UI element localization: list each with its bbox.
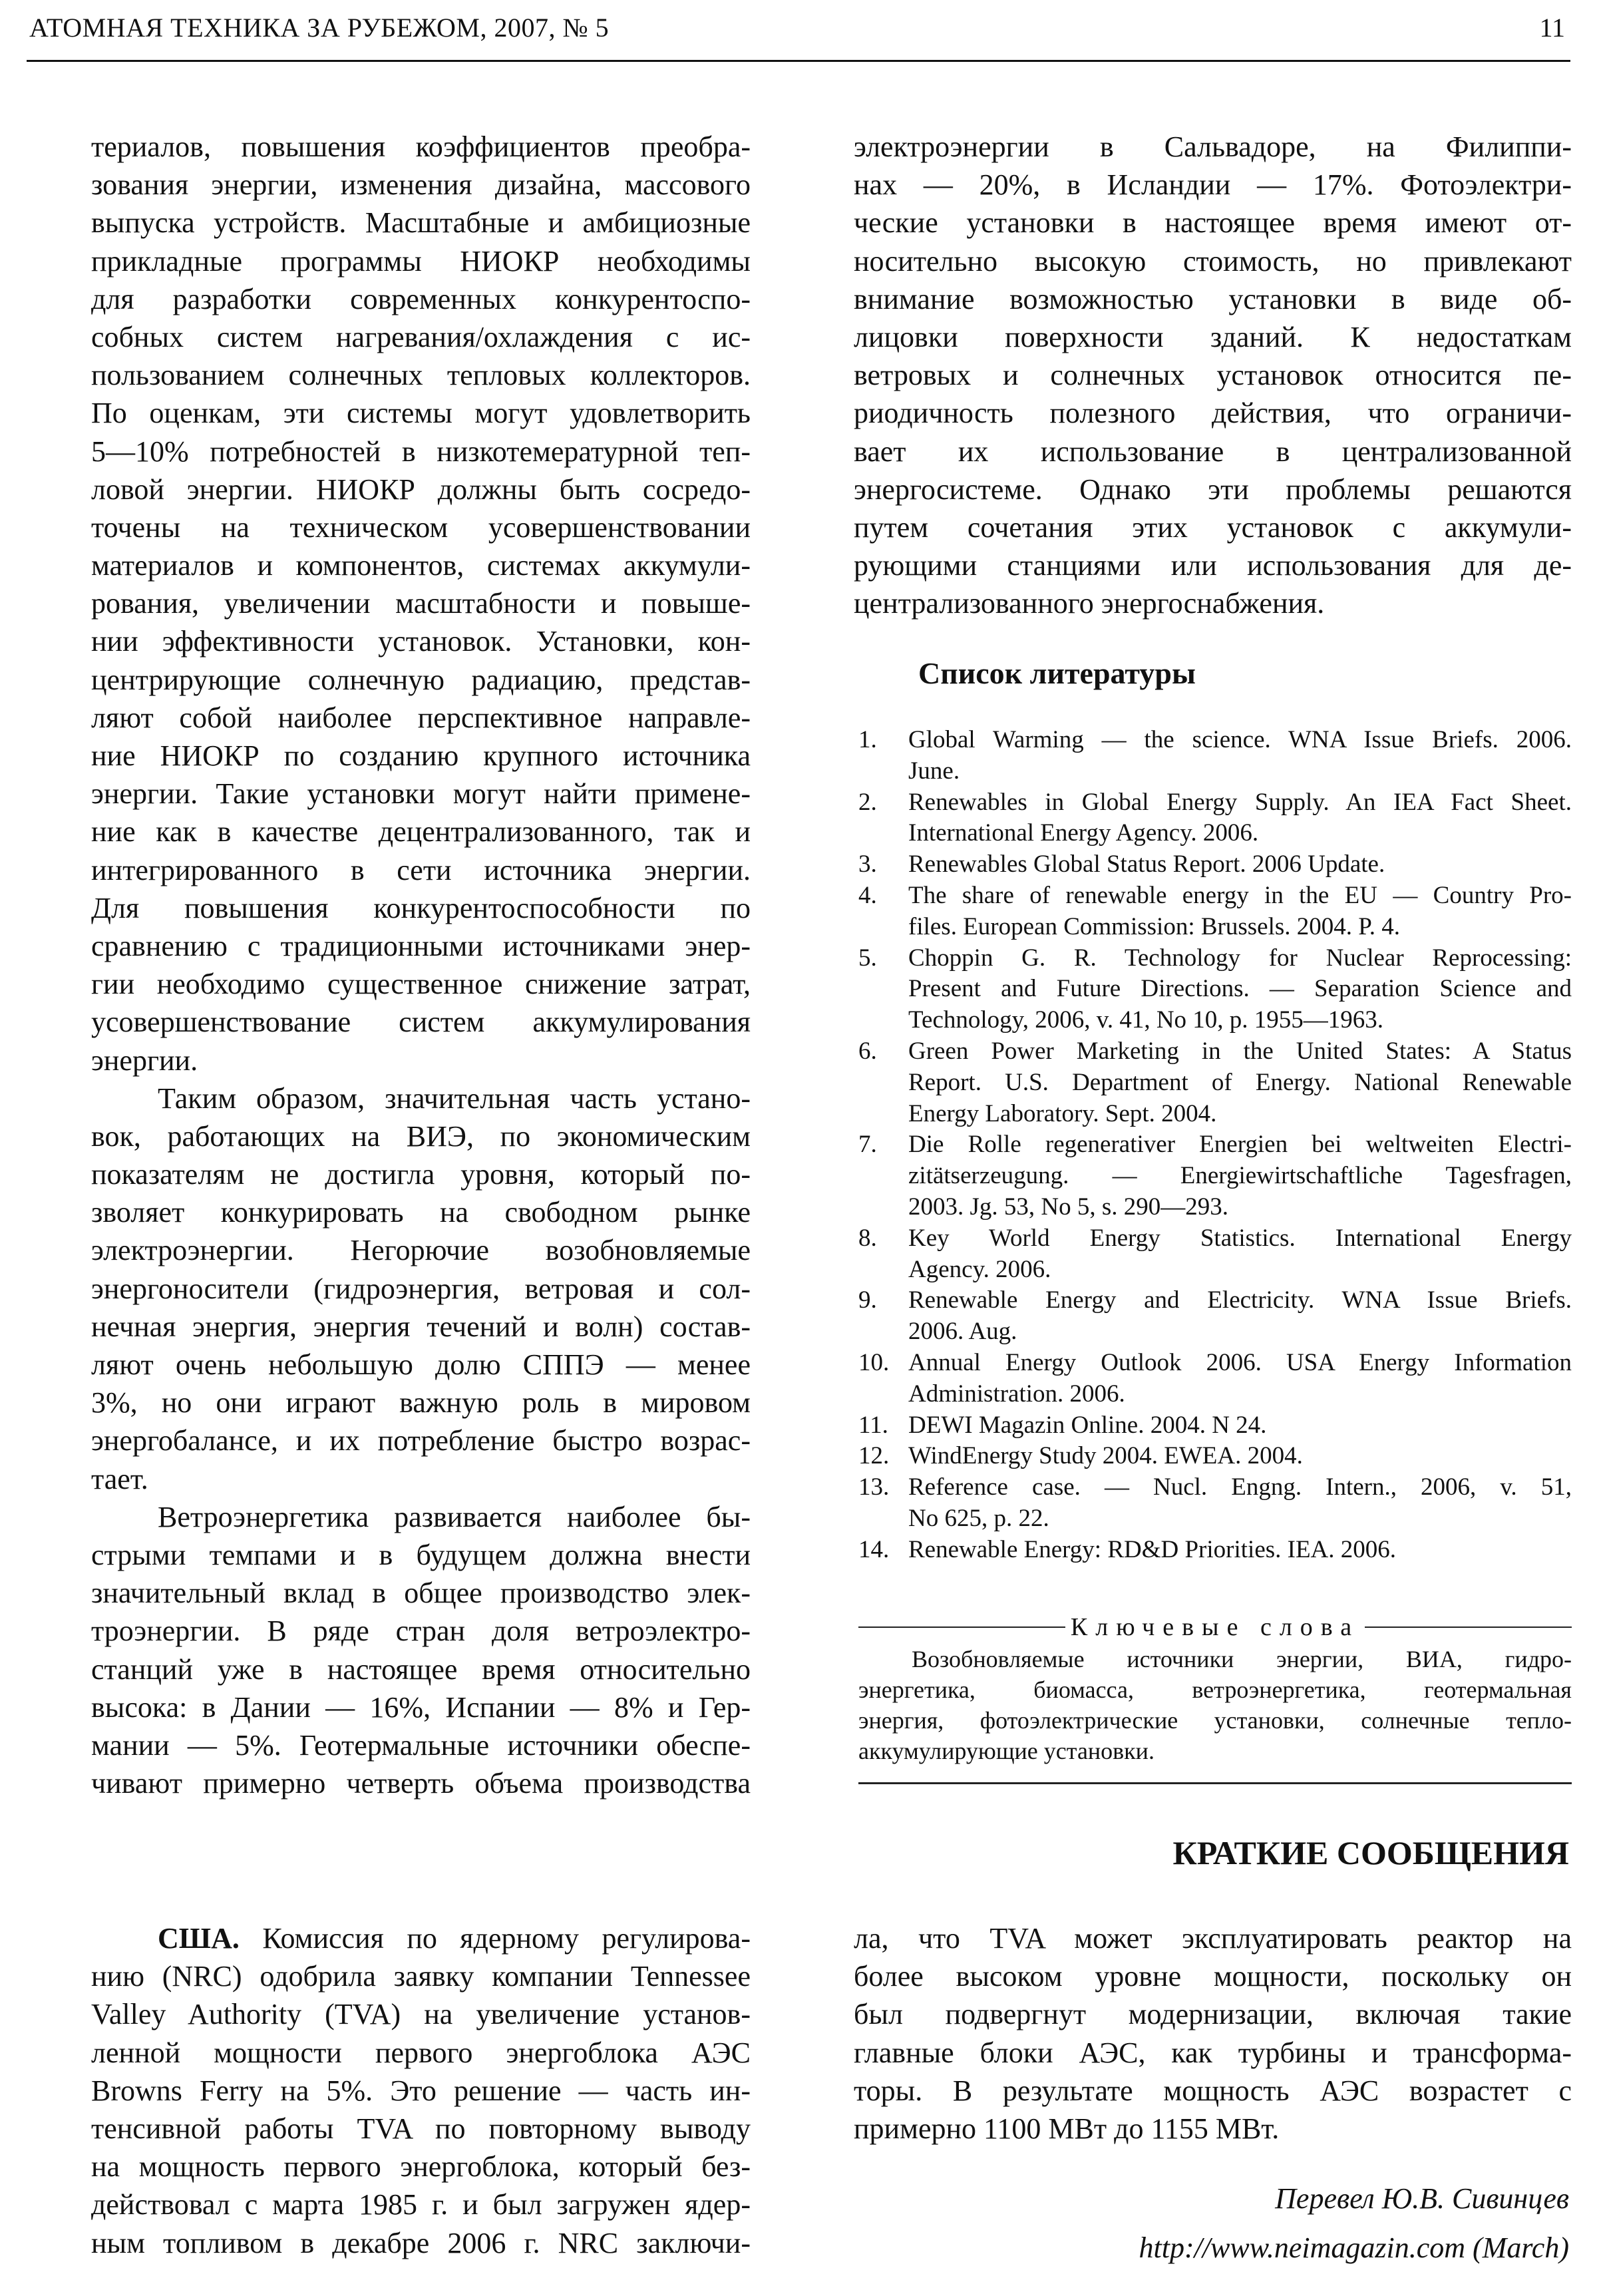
text-line: The share of renewable energy in the EU — Country Pro- xyxy=(908,881,1572,909)
text-line: Choppin G. R. Technology for Nuclear Reprocessing: xyxy=(908,944,1572,972)
text-line: нии эффективности установок. Установки, кон- xyxy=(91,625,751,658)
text-line: энергосистеме. Однако эти проблемы решаются xyxy=(854,473,1572,506)
text-line: высока: в Дании — 16%, Испании — 8% и Гер- xyxy=(91,1690,751,1724)
text-line: Agency. 2006. xyxy=(908,1255,1051,1283)
text-line: 2003. Jg. 53, No 5, s. 290—293. xyxy=(908,1193,1229,1221)
reference-text xyxy=(908,1348,1572,1410)
text-line: Ветроэнергетика развивается наиболее бы- xyxy=(158,1500,751,1533)
page-number: 11 xyxy=(1539,13,1565,43)
text-line: мании — 5%. Геотермальные источники обеспе- xyxy=(91,1728,751,1762)
reference-item xyxy=(858,1472,1572,1535)
text-line: ние НИОКР по созданию крупного источника xyxy=(91,739,751,772)
reference-item xyxy=(858,1285,1572,1348)
reference-number: 3. xyxy=(858,851,877,878)
reference-text xyxy=(908,1472,1572,1535)
reference-number: 2. xyxy=(858,788,877,816)
text-line: аккумулирующие установки. xyxy=(858,1738,1154,1764)
reference-text xyxy=(908,1036,1572,1129)
reference-number: 5. xyxy=(858,944,877,972)
text-line: No 625, p. 22. xyxy=(908,1504,1049,1532)
text-line: носительно высокую стоимость, но привлекают xyxy=(854,244,1572,278)
reference-text xyxy=(908,880,1572,943)
text-line: Present and Future Directions. — Separation Science and xyxy=(908,975,1572,1003)
brief-right-column xyxy=(854,1919,1572,2148)
text-line: Renewables in Global Energy Supply. An IEA Fact Sheet. xyxy=(908,788,1572,816)
text-line: тенсивной работы TVA по повторному выводу xyxy=(91,2112,751,2145)
text-line: Technology, 2006, v. 41, No 10, p. 1955—1963. xyxy=(908,1006,1384,1034)
text-line: Renewables Global Status Report. 2006 Update. xyxy=(908,851,1385,878)
text-line: Report. U.S. Department of Energy. National Renewable xyxy=(908,1068,1572,1096)
text-line: ленной мощности первого энергоблока АЭС xyxy=(91,2036,751,2069)
text-line: Valley Authority (TVA) на увеличение установ- xyxy=(91,1998,751,2031)
text-line: Таким образом, значительная часть устано- xyxy=(158,1081,751,1115)
text-line: 2006. Aug. xyxy=(908,1318,1017,1346)
text-line: для разработки современных конкурентоспо- xyxy=(91,282,751,315)
text-line: централизованного энергоснабжения. xyxy=(854,587,1325,620)
text-line: сравнению с традиционными источниками энер- xyxy=(91,929,751,962)
text-line: пользованием солнечных тепловых коллекторов. xyxy=(91,359,751,392)
reference-item xyxy=(858,787,1572,850)
reference-item xyxy=(858,880,1572,943)
text-line: энергоносители (гидроэнергия, ветровая и сол- xyxy=(91,1272,751,1305)
reference-number: 4. xyxy=(858,881,877,909)
text-line: стрыми темпами и в будущем должна внести xyxy=(91,1538,751,1571)
right-column xyxy=(854,128,1572,622)
text-line: Browns Ferry на 5%. Это решение — часть ин- xyxy=(91,2074,751,2107)
text-line: собных систем нагревания/охлаждения с ис- xyxy=(91,320,751,353)
text-line: ляют собой наиболее перспективное направле- xyxy=(91,701,751,734)
reference-text xyxy=(908,1285,1572,1348)
text-line: June. xyxy=(908,757,960,785)
text-line: действовал с марта 1985 г. и был загружен ядер- xyxy=(91,2188,751,2221)
brief-left-column xyxy=(91,1919,751,2262)
text-line: Energy Laboratory. Sept. 2004. xyxy=(908,1099,1217,1127)
reference-item xyxy=(858,1535,1572,1566)
reference-item xyxy=(858,1410,1572,1441)
reference-item xyxy=(858,1223,1572,1286)
reference-number: 11. xyxy=(858,1411,888,1439)
text-line: ным топливом в декабре 2006 г. NRC заключи- xyxy=(91,2226,751,2259)
header-rule xyxy=(27,60,1570,62)
reference-item xyxy=(858,1036,1572,1129)
divider xyxy=(1365,1626,1572,1628)
text-line: риодичность полезного действия, что ограничи- xyxy=(854,397,1572,430)
news-country-lead: США. xyxy=(158,1922,240,1955)
reference-text xyxy=(908,1129,1572,1223)
text-line: По оценкам, эти системы могут удовлетворить xyxy=(91,397,751,430)
text-line: показателям не достигла уровня, который по- xyxy=(91,1158,751,1191)
keywords-heading-text: Ключевые слова xyxy=(1070,1613,1360,1641)
text-line: станций уже в настоящее время относительно xyxy=(91,1652,751,1686)
text-line: электроэнергии. Негорючие возобновляемые xyxy=(91,1234,751,1267)
text-line: Key World Energy Statistics. International Energy xyxy=(908,1224,1572,1252)
text-line: значительный вклад в общее производство элек- xyxy=(91,1577,751,1610)
reference-number: 10. xyxy=(858,1348,890,1376)
text-line: Для повышения конкурентоспособности по xyxy=(91,891,751,924)
text-line: ческие установки в настоящее время имеют от- xyxy=(854,206,1572,240)
text-line: Annual Energy Outlook 2006. USA Energy Information xyxy=(908,1348,1572,1376)
text-line: был подвергнут модернизации, включая такие xyxy=(854,1998,1572,2031)
text-line: вает их использование в централизованной xyxy=(854,435,1572,468)
text-line: внимание возможностью установки в виде об- xyxy=(854,282,1572,315)
text-line: главные блоки АЭС, как турбины и трансформа- xyxy=(854,2036,1572,2069)
text-line: на мощность первого энергоблока, который без- xyxy=(91,2150,751,2184)
text-line: ние как в качестве децентрализованного, так и xyxy=(91,815,751,849)
text-line: Administration. 2006. xyxy=(908,1380,1125,1408)
text-line: тает. xyxy=(91,1462,148,1495)
reference-number: 12. xyxy=(858,1442,890,1470)
text-line: точены на техническом усовершенствовании xyxy=(91,510,751,544)
reference-item xyxy=(858,943,1572,1036)
text-line: DEWI Magazin Online. 2004. N 24. xyxy=(908,1411,1267,1439)
text-line: материалов и компонентов, системах аккумули- xyxy=(91,549,751,582)
source-link[interactable]: http://www.neimagazin.com (March) xyxy=(1139,2231,1569,2264)
reference-number: 7. xyxy=(858,1131,877,1159)
reference-number: 13. xyxy=(858,1473,890,1501)
translator-credit: Перевел Ю.В. Сивинцев xyxy=(1275,2182,1569,2215)
text-line: вок, работающих на ВИЭ, по экономическим xyxy=(91,1119,751,1153)
journal-header: АТОМНАЯ ТЕХНИКА ЗА РУБЕЖОМ, 2007, № 5 xyxy=(29,13,610,43)
text-line: Renewable Energy and Electricity. WNA Issue Briefs. xyxy=(908,1286,1572,1314)
text-line: Reference case. — Nucl. Engng. Intern., 2006, v. 51, xyxy=(908,1473,1572,1501)
text-line: Global Warming — the science. WNA Issue Briefs. 2006. xyxy=(908,726,1572,753)
reference-number: 14. xyxy=(858,1535,890,1563)
text-line: лицовки поверхности зданий. К недостаткам xyxy=(854,320,1572,353)
text-line: США. Комиссия по ядерному регулирова- xyxy=(158,1922,751,1955)
text-line: центрирующие солнечную радиацию, представ- xyxy=(91,663,751,696)
text-line: Renewable Energy: RD&D Priorities. IEA. 2006. xyxy=(908,1535,1397,1563)
divider xyxy=(858,1782,1572,1784)
reference-text xyxy=(908,1441,1572,1472)
text-line: энергетика, биомасса, ветроэнергетика, геотермальная xyxy=(858,1676,1572,1703)
text-line: zitätserzeugung. — Energiewirtschaftliche Tagesfragen, xyxy=(908,1162,1572,1190)
text-line: энергии. Такие установки могут найти примене- xyxy=(91,777,751,811)
text-line: примерно 1100 МВт до 1155 МВт. xyxy=(854,2112,1280,2145)
text-line: зования энергии, изменения дизайна, массового xyxy=(91,168,751,202)
text-line: териалов, повышения коэффициентов преобра- xyxy=(91,130,751,163)
text-line: энергии. xyxy=(91,1044,198,1077)
text-line: ветровых и солнечных установок относится пе- xyxy=(854,359,1572,392)
text-line: усовершенствование систем аккумулирования xyxy=(91,1006,751,1039)
text-line: гии необходимо существенное снижение затрат, xyxy=(91,968,751,1001)
reference-number: 8. xyxy=(858,1224,877,1252)
text-line: энергобалансе, и их потребление быстро возрас- xyxy=(91,1424,751,1457)
keywords-heading xyxy=(858,1611,1572,1644)
text-line: Green Power Marketing in the United States: A Status xyxy=(908,1037,1572,1065)
reference-text xyxy=(908,1410,1572,1441)
reference-text xyxy=(908,943,1572,1036)
text-line: нию (NRC) одобрила заявку компании Tennessee xyxy=(91,1960,751,1993)
keywords-box xyxy=(858,1611,1572,1784)
text-line: троэнергии. В ряде стран доля ветроэлектро- xyxy=(91,1615,751,1648)
text-line: рования, увеличении масштабности и повыше- xyxy=(91,587,751,620)
reference-item xyxy=(858,849,1572,880)
text-line: энергия, фотоэлектрические установки, солнечные тепло- xyxy=(858,1707,1572,1734)
reference-number: 9. xyxy=(858,1286,877,1314)
reference-number: 6. xyxy=(858,1037,877,1065)
text-line: путем сочетания этих установок с аккумули- xyxy=(854,510,1572,544)
reference-item xyxy=(858,1129,1572,1223)
text-line: чивают примерно четверть объема производства xyxy=(91,1767,751,1800)
text-line: нах — 20%, в Исландии — 17%. Фотоэлектри- xyxy=(854,168,1572,202)
text-line: 5—10% потребностей в низкотемературной теп- xyxy=(91,435,751,468)
divider xyxy=(858,1626,1065,1628)
text-line: International Energy Agency. 2006. xyxy=(908,819,1259,847)
text-line: прикладные программы НИОКР необходимы xyxy=(91,244,751,278)
text-line: выпуска устройств. Масштабные и амбициозные xyxy=(91,206,751,240)
reference-item xyxy=(858,1348,1572,1410)
reference-text xyxy=(908,1223,1572,1286)
text-line: 3%, но они играют важную роль в мировом xyxy=(91,1386,751,1420)
reference-item xyxy=(858,725,1572,787)
reference-text xyxy=(908,787,1572,850)
keywords-text xyxy=(858,1644,1572,1766)
text-line: более высоком уровне мощности, поскольку он xyxy=(854,1960,1572,1993)
text-line: Die Rolle regenerativer Energien bei weltweiten Electri- xyxy=(908,1131,1572,1159)
text-line: ляют очень небольшую долю СППЭ — менее xyxy=(91,1348,751,1381)
reference-number: 1. xyxy=(858,726,877,753)
text-line: files. European Commission: Brussels. 2004. P. 4. xyxy=(908,912,1400,940)
text-line: зволяет конкурировать на свободном рынке xyxy=(91,1196,751,1229)
text-line: интегрированного в сети источника энергии. xyxy=(91,853,751,886)
text-line: нечная энергия, энергия течений и волн) состав- xyxy=(91,1310,751,1343)
brief-news-heading: КРАТКИЕ СООБЩЕНИЯ xyxy=(1172,1834,1569,1871)
references-title: Список литературы xyxy=(918,656,1196,690)
reference-item xyxy=(858,1441,1572,1472)
text-line: WindEnergy Study 2004. EWEA. 2004. xyxy=(908,1442,1303,1470)
text-line: торы. В результате мощность АЭС возрастет с xyxy=(854,2074,1572,2107)
text-line: Возобновляемые источники энергии, ВИА, гидро- xyxy=(912,1646,1572,1672)
text-line: электроэнергии в Сальвадоре, на Филиппи- xyxy=(854,130,1572,163)
references-list xyxy=(858,725,1572,1566)
reference-text xyxy=(908,1535,1572,1566)
reference-text xyxy=(908,849,1572,880)
left-column xyxy=(91,128,751,1802)
text-line: ловой энергии. НИОКР должны быть сосредо- xyxy=(91,473,751,506)
text-line: ла, что TVA может эксплуатировать реактор на xyxy=(854,1922,1572,1955)
reference-text xyxy=(908,725,1572,787)
text-line: рующими станциями или использования для де- xyxy=(854,549,1572,582)
